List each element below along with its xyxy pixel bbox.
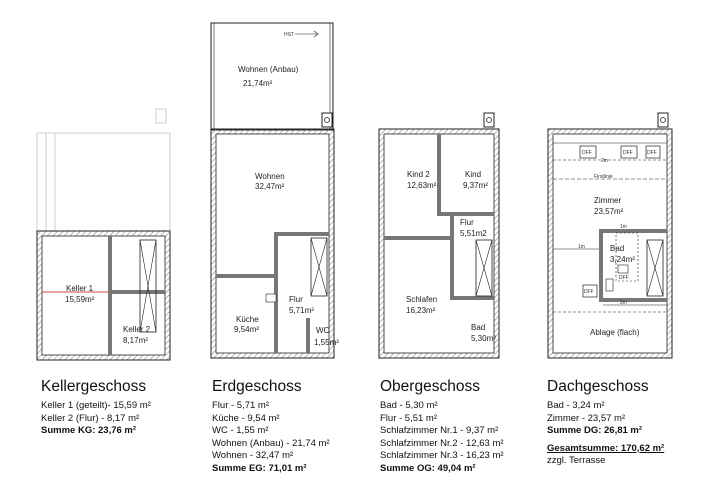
area-line: Flur - 5,51 m² [380,412,438,424]
room-bad-og-area: 5,30m² [471,334,496,343]
room-zimmer-label: Zimmer [594,196,622,205]
floor-title: Dachgeschoss [547,378,649,395]
area-line: Schlafzimmer Nr.1 - 9,37 m² [380,425,499,437]
area-line: Flur - 5,71 m² [212,400,270,411]
room-bad-dg-label: Bad [610,244,625,253]
area-line: Schlafzimmer Nr.3 - 16,23 m² [380,450,504,462]
label-hst: HST [284,32,294,38]
room-kueche-label: Küche [236,315,259,324]
terrace-note: zzgl. Terrasse [547,455,606,467]
legend-erdgeschoss [212,377,387,476]
room-kind-label: Kind [465,170,482,179]
dff-3: DFF [647,150,657,156]
room-flur-eg-label: Flur [289,295,303,304]
room-wohnen-area: 32,47m² [255,182,285,191]
label-firstlinie: Firstlinie [594,174,613,180]
area-line: Zimmer - 23,57 m² [547,412,626,424]
room-kueche-area: 9,54m² [234,325,259,334]
plan-obergeschoss [379,113,499,358]
room-keller2-label: Keller 2 [123,325,151,334]
plan-kellergeschoss [37,109,170,360]
legend-dachgeschoss [547,377,720,468]
area-line: Wohnen - 32,47 m² [212,450,294,462]
room-flur-eg-area: 5,71m² [289,306,314,315]
floor-title: Kellergeschoss [41,378,147,395]
room-keller2-area: 8,17m² [123,336,148,345]
dff-1: DFF [582,150,592,156]
room-flur-og-label: Flur [460,218,474,227]
room-kind2-label: Kind 2 [407,170,430,179]
room-keller1-label: Keller 1 [66,284,94,293]
floor-total: Summe DG: 26,81 m² [547,425,643,437]
dim-2m-left: 1m [578,244,585,250]
dff-4: DFF [584,289,594,295]
area-line: Bad - 5,30 m² [380,400,438,411]
floor-total: Summe EG: 71,01 m² [212,462,307,474]
room-wc-area: 1,55m² [314,338,339,347]
room-ablage-label: Ablage (flach) [590,328,640,337]
area-line: Keller 1 (geteilt)- 15,59 m² [41,400,151,411]
room-bad-og-label: Bad [471,323,486,332]
floor-title: Erdgeschoss [212,378,302,395]
room-wohnen-label: Wohnen [255,172,285,181]
area-line: Küche - 9,54 m² [212,412,280,424]
room-zimmer-area: 23,57m² [594,207,624,216]
floor-total: Summe OG: 49,04 m² [380,462,476,474]
area-line: Schlafzimmer Nr.2 - 12,63 m² [380,437,504,449]
floor-title: Obergeschoss [380,378,480,395]
room-anbau-label: Wohnen (Anbau) [238,65,299,74]
dff-5: DFF [619,275,629,281]
floor-total: Summe KG: 23,76 m² [41,425,137,437]
room-wc-label: WC [316,326,330,335]
plan-erdgeschoss [211,23,339,358]
room-schlafen-label: Schlafen [406,295,438,304]
room-kind2-area: 12,63m² [407,181,437,190]
grand-total: Gesamtsumme: 170,62 m² [547,442,665,454]
dff-2: DFF [623,150,633,156]
dim-2m-top: 2m [601,158,608,164]
room-kind-area: 9,37m² [463,181,488,190]
legend-obergeschoss [380,377,555,476]
area-line: Keller 2 (Flur) - 8,17 m² [41,412,140,424]
area-line: WC - 1,55 m² [212,425,269,437]
area-line: Wohnen (Anbau) - 21,74 m² [212,437,330,449]
room-keller1-area: 15,59m² [65,295,95,304]
area-line: Bad - 3,24 m² [547,400,605,411]
room-flur-og-area: 5,51m2 [460,229,487,238]
room-anbau-area: 21,74m² [243,79,273,88]
room-schlafen-area: 16,23m² [406,306,436,315]
room-bad-dg-area: 3,24m² [610,255,635,264]
dim-1m-bottom: 2m [620,300,627,306]
plan-dachgeschoss [548,113,672,358]
dim-1m-top: 1m [620,224,627,230]
legend-kellergeschoss [41,377,216,438]
